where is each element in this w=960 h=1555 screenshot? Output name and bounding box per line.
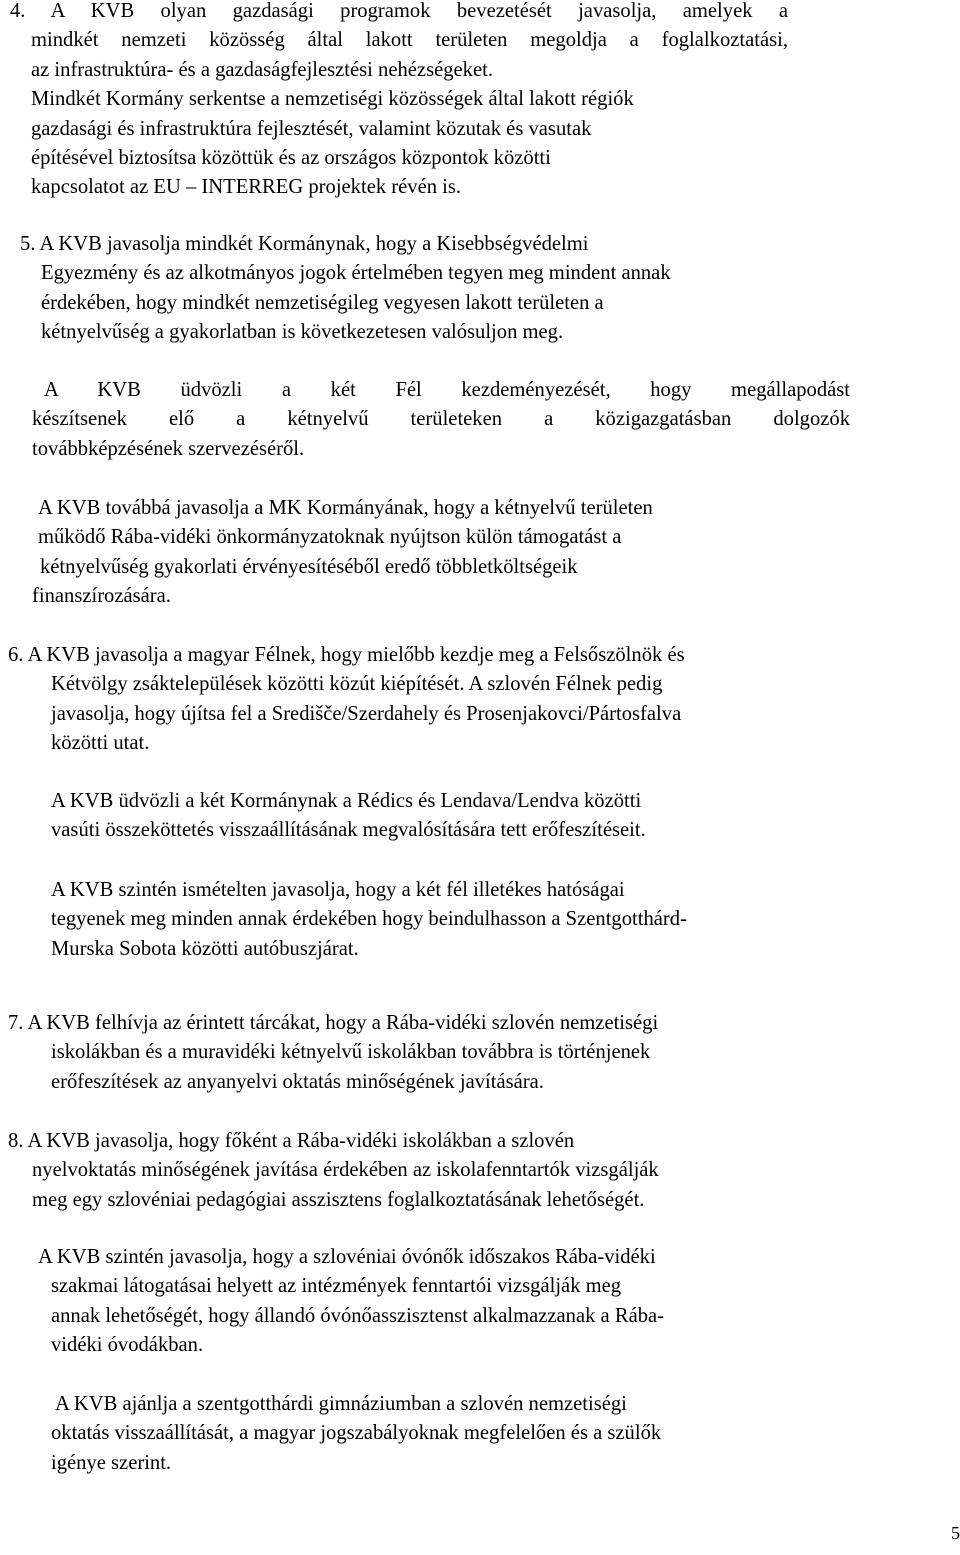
text-line: A KVB szintén javasolja, hogy a szlovéniai óvónők időszakos Rába-vidéki	[38, 1246, 656, 1268]
text-line: vasúti összeköttetés visszaállításának megvalósítására tett erőfeszítéseit.	[51, 819, 646, 842]
text-line: 4. A KVB olyan gazdasági programok bevezetését javasolja, amelyek a	[10, 0, 788, 22]
paragraph-8c	[51, 1390, 861, 1478]
text-line: annak lehetőségét, hogy állandó óvónőasszisztenst alkalmazzanak a Rába-	[51, 1304, 665, 1327]
paragraph-8b	[38, 1243, 868, 1361]
text-line: 5. A KVB javasolja mindkét Kormánynak, hogy a Kisebbségvédelmi	[20, 233, 589, 255]
text-line: A KVB szintén ismételten javasolja, hogy a két fél illetékes hatóságai	[51, 879, 625, 901]
text-line: A KVB ajánlja a szentgotthárdi gimnáziumban a szlovén nemzetiségi	[55, 1393, 627, 1415]
text-line: kapcsolatot az EU – INTERREG projektek révén is.	[31, 176, 462, 199]
paragraph-4	[10, 0, 788, 203]
text-line: közötti utat.	[51, 732, 150, 755]
text-line: A KVB üdvözli a két Fél kezdeményezését, hogy megállapodást	[44, 379, 850, 401]
text-line: 7. A KVB felhívja az érintett tárcákat, hogy a Rába-vidéki szlovén nemzetiségi	[8, 1012, 659, 1034]
text-line: továbbképzésének szervezéséről.	[32, 437, 305, 460]
paragraph-6	[8, 641, 868, 759]
text-line: kétnyelvűség gyakorlati érvényesítéséből eredő többletköltségeik	[40, 555, 578, 578]
paragraph-5	[20, 230, 850, 348]
text-line: az infrastruktúra- és a gazdaságfejlesztési nehézségeket.	[31, 58, 493, 81]
text-line: tegyenek meg minden annak érdekében hogy beindulhasson a Szentgotthárd-	[51, 908, 687, 931]
text-line: oktatás visszaállítását, a magyar jogszabályoknak megfelelően és a szülők	[51, 1422, 662, 1445]
text-line: Kétvölgy zsáktelepülések közötti közút kiépítését. A szlovén Félnek pedig	[51, 673, 663, 696]
text-line: A KVB továbbá javasolja a MK Kormányának, hogy a kétnyelvű területen	[38, 497, 653, 519]
text-line: gazdasági és infrastruktúra fejlesztését, valamint közutak és vasutak	[31, 117, 592, 140]
paragraph-6c	[51, 876, 861, 964]
paragraph-6b	[51, 787, 861, 846]
paragraph-7	[8, 1009, 868, 1097]
text-line: erőfeszítések az anyanyelvi oktatás minőségének javítására.	[51, 1070, 544, 1093]
text-line: 8. A KVB javasolja, hogy főként a Rába-vidéki iskolákban a szlovén	[8, 1130, 575, 1152]
text-line: működő Rába-vidéki önkormányzatoknak nyújtson külön támogatást a	[38, 526, 622, 549]
page-number: 5	[951, 1523, 960, 1543]
text-line: Murska Sobota közötti autóbuszjárat.	[51, 937, 359, 960]
text-line: igénye szerint.	[51, 1451, 172, 1474]
paragraph-5b	[32, 376, 850, 464]
text-line: meg egy szlovéniai pedagógiai asszisztens foglalkoztatásának lehetőségét.	[32, 1188, 645, 1211]
text-line: Mindkét Kormány serkentse a nemzetiségi közösségek által lakott régiók	[31, 88, 634, 111]
text-line: vidéki óvodákban.	[51, 1334, 204, 1357]
text-line: iskolákban és a muravidéki kétnyelvű iskolákban továbbra is történjenek	[51, 1041, 651, 1064]
text-line: kétnyelvűség a gyakorlatban is következetesen valósuljon meg.	[41, 321, 564, 344]
text-line: javasolja, hogy újítsa fel a Središče/Szerdahely és Prosenjakovci/Pártosfalva	[51, 702, 682, 725]
text-line: mindkét nemzeti közösség által lakott területen megoldja a foglalkoztatási,	[31, 29, 788, 52]
text-line: Egyezmény és az alkotmányos jogok értelmében tegyen meg mindent annak	[41, 262, 671, 285]
text-line: finanszírozására.	[32, 585, 171, 608]
paragraph-8	[8, 1127, 868, 1215]
text-line: szakmai látogatásai helyett az intézmények fenntartói vizsgálják meg	[51, 1275, 622, 1298]
text-line: A KVB üdvözli a két Kormánynak a Rédics és Lendava/Lendva közötti	[51, 790, 642, 812]
text-line: nyelvoktatás minőségének javítása érdekében az iskolafenntartók vizsgálják	[32, 1159, 659, 1182]
text-line: 6. A KVB javasolja a magyar Félnek, hogy mielőbb kezdje meg a Felsőszölnök és	[8, 644, 685, 666]
text-line: készítsenek elő a kétnyelvű területeken a közigazgatásban dolgozók	[32, 408, 850, 431]
text-line: építésével biztosítsa közöttük és az országos központok közötti	[31, 147, 551, 170]
text-line: érdekében, hogy mindkét nemzetiségileg vegyesen lakott területen a	[41, 291, 604, 314]
paragraph-5c	[32, 494, 832, 612]
